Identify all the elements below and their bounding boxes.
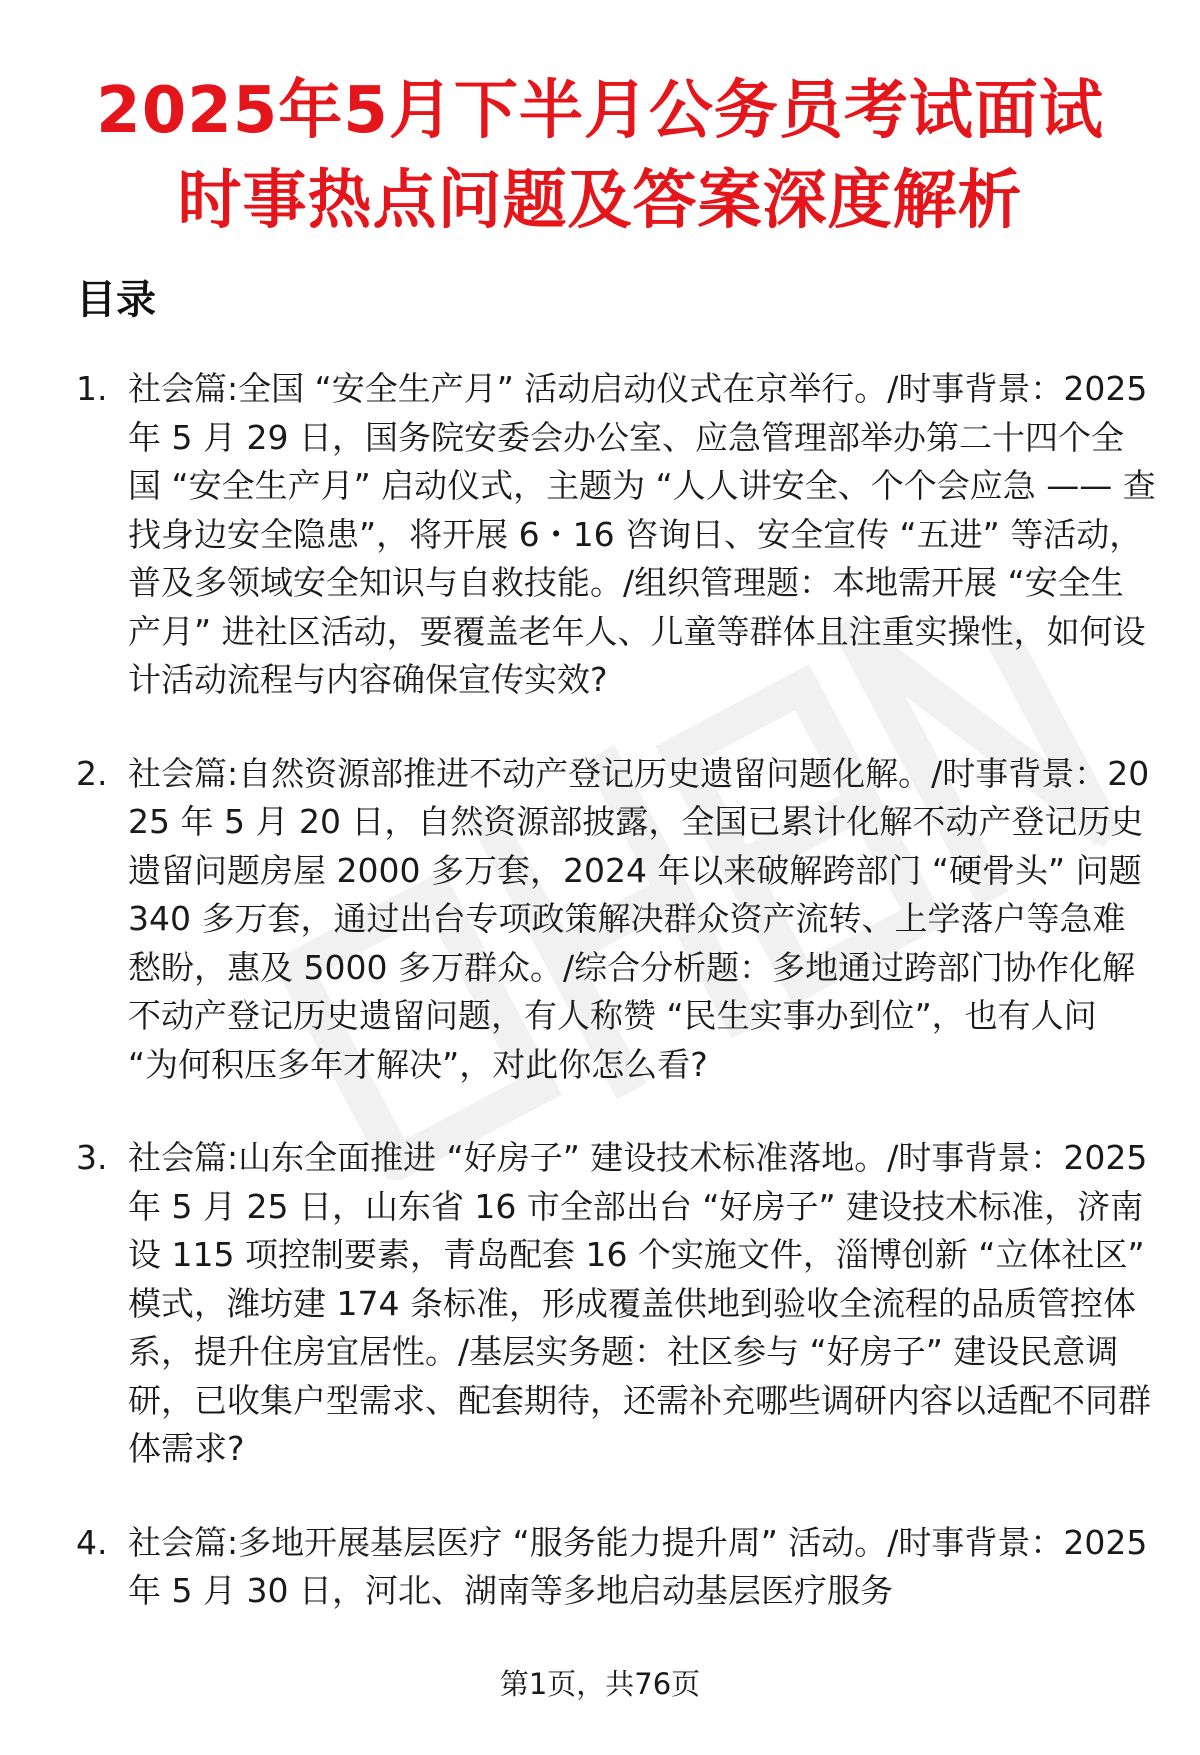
list-item (76, 1134, 1156, 1474)
page-footer: 第1页，共76页 (499, 1667, 701, 1701)
item-text: 社会篇:自然资源部推进不动产登记历史遗留问题化解。/时事背景：2025 年 5 月 20 日，自然资源部披露，全国已累计化解不动产登记历史遗留问题房屋 2000 多万套，2024 年以来破解跨部门 “硬骨头” 问题 340 多万套，通过出台专项政策解决群众资产流转、上学落户等急难愁盼，惠及 5000 多万群众。/综合分析题：多地通过跨部门协作化解不动产登记历史遗留问题，有人称赞 “民生实事办到位”，也有人问 “为何积压多年才解决”，对此你怎么看? (128, 753, 1150, 1084)
item-text: 社会篇:全国 “安全生产月” 活动启动仪式在京举行。/时事背景：2025 年 5 月 29 日，国务院安委会办公室、应急管理部举办第二十四个全国 “安全生产月” 启动仪式，主题为 “人人讲安全、个个会应急 —— 查找身边安全隐患”，将开展 6・16 咨询日、安全宣传 “五进” 等活动，普及多领域安全知识与自救技能。/组织管理题：本地需开展 “安全生产月” 进社区活动，要覆盖老年人、儿童等群体且注重实操性，如何设计活动流程与内容确保宣传实效? (128, 369, 1156, 699)
item-number: 1. (76, 369, 108, 408)
item-text: 社会篇:山东全面推进 “好房子” 建设技术标准落地。/时事背景：2025 年 5 月 25 日，山东省 16 市全部出台 “好房子” 建设技术标准，济南设 115 项控制要素，青岛配套 16 个实施文件，淄博创新 “立体社区” 模式，潍坊建 174 条标准，形成覆盖供地到验收全流程的品质管控体系，提升住房宜居性。/基层实务题：社区参与 “好房子” 建设民意调研，已收集户型需求、配套期待，还需补充哪些调研内容以适配不同群体需求? (128, 1138, 1151, 1468)
item-number: 3. (76, 1138, 108, 1177)
list-item (76, 750, 1156, 1090)
list-item (76, 1519, 1156, 1616)
title-line-2: 时事热点问题及答案深度解析 (177, 164, 1023, 238)
list-item (76, 365, 1156, 705)
item-number: 2. (76, 753, 108, 793)
item-number: 4. (76, 1522, 108, 1562)
question-list (76, 365, 1156, 1661)
toc-heading: 目录 (76, 277, 156, 323)
item-text: 社会篇:多地开展基层医疗 “服务能力提升周” 活动。/时事背景：2025 年 5 月 30 日，河北、湖南等多地启动基层医疗服务 (128, 1522, 1148, 1610)
title-line-1: 2025年5月下半月公务员考试面试 (96, 74, 1104, 148)
document-title (0, 66, 1200, 246)
